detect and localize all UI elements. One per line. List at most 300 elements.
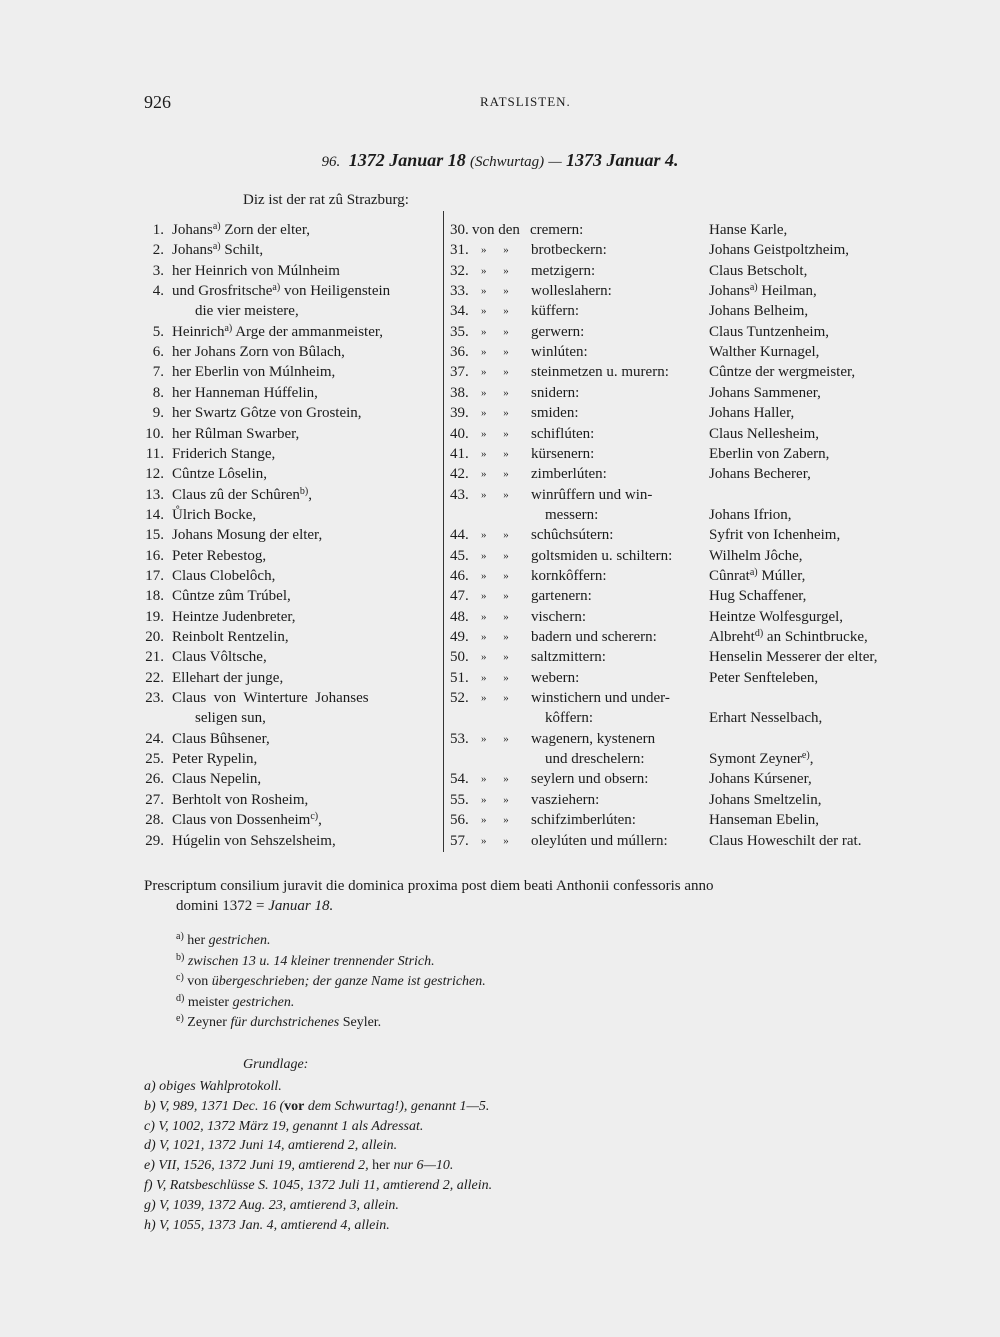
entry-number: 55. [450,791,469,808]
ditto-mark: » » [481,468,509,481]
ditto-mark: » » [481,671,509,684]
entry-number: 18. [145,588,164,605]
entry-name: Claus Nepelin, [172,771,262,788]
entry-number: 46. [450,567,469,584]
guild-name: gerwern: [531,323,585,340]
source-text: c) V, 1002, 1372 März 19, genannt 1 als Adressat. [144,1118,424,1134]
source-entry [144,1178,492,1194]
entry-number: 21. [145,649,164,666]
representative-name: Hanse Karle, [709,222,788,238]
entry-number: 47. [450,588,469,605]
entry-number: 43. [450,486,469,503]
footnote-italic: für durchstrichenes [230,1015,340,1030]
footnote-ref: a) [212,241,221,253]
entry-number: 54. [450,771,469,788]
guild-name: badern und scherern: [531,629,657,645]
ditto-mark: » » [481,549,509,562]
entry-number: 17. [145,567,164,584]
entry-number: 7. [152,364,164,381]
guild-representative [709,708,822,728]
entry-number: 2. [152,242,164,259]
footnote-text-post: Seyler. [339,1015,382,1030]
council-entry [172,342,345,362]
footnote-mark: b) [176,951,185,963]
footnote-mark: c) [176,972,184,983]
ditto-mark: » » [481,793,509,806]
guild-name: und dreschelern: [545,751,645,768]
source-text: d) V, 1021, 1372 Juni 14, amtierend 2, allein. [144,1138,398,1154]
guild-name: schifzimberlúten: [531,812,636,829]
entry-name: Johans [172,222,213,238]
council-entry [172,729,270,749]
entry-number: 51. [450,669,469,686]
entry-number: 48. [450,608,469,625]
entry-name-rest: Arge der ammanmeister, [232,323,384,340]
entry-number: 25. [145,751,164,768]
guild-representative [709,240,849,260]
guild-name: oleylúten und múllern: [531,832,668,849]
footnote-ref: a) [272,282,281,294]
representative-name: Albreht [709,629,755,645]
prescriptum-equals: = [256,898,265,914]
guild-representative [709,586,806,606]
entry-name-rest: Schilt, [220,242,264,259]
entry-name: Claus zû der Schûren [172,486,300,503]
entry-name: Johans Mosung der elter, [172,527,323,544]
council-entry [172,444,275,464]
ditto-mark: » » [481,590,509,603]
source-text: b) V, 989, 1371 Dec. 16 ( [144,1098,285,1114]
representative-name: Walther Kurnagel, [709,344,820,361]
council-entry [172,362,335,382]
entry-name: Heintze Judenbreter, [172,608,296,625]
guild-representative [709,647,878,667]
source-text: f) V, Ratsbeschlüsse S. 1045, 1372 Juli 11, amtierend 2, allein. [144,1178,493,1193]
entry-name: Peter Rypelin, [172,751,258,768]
entry-number: 36. [450,344,469,361]
list-intro: Diz ist der rat zû Strazburg: [243,192,409,208]
entry-name: Heinrich [172,323,225,340]
guild-representative [709,444,829,464]
guild-name: schiflúten: [531,425,595,442]
entry-number: 29. [145,832,164,849]
guild-name: vischern: [531,608,586,625]
ditto-mark: » » [481,427,509,440]
ditto-mark: » » [481,529,509,542]
document-number: 96. [321,154,341,170]
representative-name: Syfrit von Ichenheim, [709,527,841,544]
guild-name: kürsenern: [531,445,595,462]
ditto-mark: von den [472,222,520,238]
representative-name: Johans Smeltzelin, [709,791,822,808]
source-text: e) VII, 1526, 1372 Juni 19, amtierend 2, [144,1158,373,1174]
entry-number: 33. [450,283,469,300]
source-upright: her [372,1158,390,1174]
footnote-ref: a) [749,282,758,294]
entry-number: 14. [145,506,164,523]
entry-name: Johans [172,242,213,259]
footnote-ref: d) [754,628,764,639]
representative-name: Peter Senfteleben, [709,669,819,686]
council-entry [172,261,340,281]
footnote-text: Zeyner [187,1015,231,1030]
entry-number: 5. [152,323,164,340]
footnote-mark: e) [176,1013,184,1024]
guild-name: smiden: [531,405,579,422]
entry-name-rest: Zorn der elter, [220,222,310,238]
entry-number: 19. [145,608,164,625]
guild-representative [709,281,817,301]
entry-number: 38. [450,384,469,401]
entry-name: Ellehart der junge, [172,669,284,686]
entry-number: 10. [145,425,164,442]
source-entry [144,1079,282,1095]
council-entry [172,525,322,545]
footnote [176,1015,381,1031]
guild-name: goltsmiden u. schiltern: [531,547,673,564]
ditto-mark: » » [481,244,509,257]
entry-name: her Swartz Gôtze von Grostein, [172,405,362,422]
representative-name: Johans Belheim, [709,303,809,320]
date-dash: — [548,154,562,170]
entry-name: Berhtolt von Rosheim, [172,791,309,808]
representative-name: Claus Howeschilt der rat. [709,832,862,849]
guild-representative [709,220,787,240]
representative-name: Hug Schaffener, [709,588,807,605]
council-entry [172,505,256,525]
guild-name: cremern: [530,222,584,238]
representative-name: Johans [709,283,750,300]
guild-name: zimberlúten: [531,466,607,483]
entry-name: her Rûlman Swarber, [172,425,300,442]
guild-representative [709,749,813,769]
entry-number: 28. [145,812,164,829]
guild-representative [709,769,812,789]
guild-name: wolleslahern: [531,283,612,300]
representative-name: Cûnrat [709,567,750,584]
entry-number: 3. [152,262,164,279]
guild-name: kornkôffern: [531,567,607,584]
footnote-text: von [187,974,212,989]
footnote-ref: a) [224,322,233,334]
council-entry [172,769,261,789]
entry-number: 15. [145,527,164,544]
ditto-mark: » » [481,407,509,420]
entry-name: Ůlrich Bocke, [172,506,257,523]
council-entry [172,220,310,240]
footnote-italic: gestrichen. [208,933,271,948]
entry-name: Claus von Dossenheim [172,812,311,829]
representative-name: Heintze Wolfesgurgel, [709,608,844,625]
prescriptum-line: Prescriptum consilium juravit die dominica proxima post diem beati Anthonii confessoris anno [144,878,714,894]
council-entry [172,688,438,708]
ditto-mark: » » [481,488,509,501]
footnote-ref: a) [749,566,758,578]
entry-name: Friderich Stange, [172,445,276,462]
entry-name: Claus Clobelôch, [172,567,276,584]
guild-representative [709,525,840,545]
guild-representative [709,362,855,382]
column-divider [443,211,444,852]
entry-number: 45. [450,547,469,564]
council-entry [172,831,336,851]
guild-representative [709,627,868,647]
guild-representative [709,464,811,484]
footnote-ref: a) [212,221,221,232]
entry-name: Claus Bûhsener, [172,730,270,747]
guild-name: wagenern, kystenern [531,730,656,747]
entry-name: die vier meistere, [195,303,299,320]
representative-name: Claus Betscholt, [709,262,808,279]
footnote-mark: a) [176,931,184,942]
ditto-mark: » » [481,305,509,318]
council-entry [195,301,299,321]
council-entry [172,607,296,627]
council-entry [172,668,283,688]
ditto-mark: » » [481,569,509,582]
council-entry [172,790,308,810]
entry-number: 35. [450,323,469,340]
ditto-mark: » » [481,834,509,847]
council-entry [172,485,312,505]
guild-representative [709,403,794,423]
representative-name: Claus Nellesheim, [709,425,819,442]
source-text-rest: dem Schwurtag!), genannt 1—5. [304,1098,490,1114]
entry-number: 34. [450,303,469,320]
guild-name: snidern: [531,384,580,401]
entry-number: 50. [450,649,469,666]
entry-name: Cûntze Lôselin, [172,466,267,483]
entry-name: her Eberlin von Múlnheim, [172,364,336,381]
guild-name: steinmetzen u. murern: [531,364,669,381]
entry-number: 30. [450,222,469,238]
council-entry [172,546,266,566]
representative-name-rest: an Schintbrucke, [763,629,868,645]
ditto-mark: » » [481,814,509,827]
ditto-mark: » » [481,264,509,277]
entry-number: 4. [152,283,164,300]
guild-name: winlúten: [531,344,588,361]
source-text-end: nur 6—10. [390,1158,454,1174]
footnote [176,974,486,990]
entry-name: und Grosfritsche [172,283,273,300]
entry-name-rest: , [318,812,322,829]
council-entry [172,586,291,606]
page-number: 926 [144,92,171,112]
entry-number: 8. [152,384,164,401]
entry-name: Reinbolt Rentzelin, [172,629,289,645]
entry-number: 9. [152,405,164,422]
entry-number: 11. [145,445,164,462]
running-title: RATSLISTEN. [480,94,571,109]
entry-name: her Johans Zorn von Bûlach, [172,344,345,361]
entry-number: 20. [145,629,164,645]
entry-number: 53. [450,730,469,747]
entry-number: 44. [450,527,469,544]
council-entry [172,424,299,444]
guild-name: metzigern: [531,262,596,279]
guild-representative [709,607,843,627]
representative-name: Henselin Messerer der elter, [709,649,878,666]
guild-name: messern: [545,506,599,523]
council-entry [172,281,390,301]
representative-name: Cûntze der wergmeister, [709,364,856,381]
entry-number: 12. [145,466,164,483]
guild-name: saltzmittern: [531,649,606,666]
ditto-mark: » » [481,732,509,745]
representative-name: Johans Sammener, [709,384,821,401]
council-entry [172,383,318,403]
guild-representative [709,810,819,830]
footnote-text: her [187,933,209,948]
guild-representative [709,831,861,851]
representative-name: Wilhelm Jôche, [709,547,803,564]
guild-name: brotbeckern: [531,242,607,259]
footnote [176,992,295,1011]
representative-name: Eberlin von Zabern, [709,445,830,462]
entry-name: Claus Vôltsche, [172,649,267,666]
guild-name: gartenern: [531,588,592,605]
guild-representative [709,424,819,444]
ditto-mark: » » [481,447,509,460]
council-entry [172,566,275,586]
footnote-text: meister [187,994,233,1010]
source-entry [144,1218,390,1234]
representative-name: Claus Tuntzenheim, [709,323,830,340]
council-entry [172,322,383,342]
representative-name-rest: Heilman, [757,283,817,300]
representative-name: Johans Ifrion, [709,506,792,523]
source-entry [144,1099,489,1115]
guild-representative [709,668,818,688]
entry-number: 13. [145,486,164,503]
entry-number: 52. [450,690,469,707]
guild-representative [709,301,808,321]
representative-name: Johans Becherer, [709,466,811,483]
entry-number: 40. [450,425,469,442]
entry-number: 56. [450,812,469,829]
prescriptum-note [144,876,907,916]
entry-number: 23. [145,690,164,707]
council-entry [172,403,362,423]
representative-name: Hanseman Ebelin, [709,812,819,829]
prescriptum-date-b: Januar 18. [268,898,334,914]
guild-name: seylern und obsern: [531,771,649,788]
council-entry [172,627,289,647]
date-annotation: (Schwurtag) [469,154,545,170]
footnote-ref: b) [299,485,309,497]
representative-name: Johans Kúrsener, [709,771,812,788]
guild-name: winrûffern und win- [531,486,653,503]
entry-number: 31. [450,242,469,259]
ditto-mark: » » [481,610,509,623]
entry-number [120,301,164,321]
representative-name: Johans Haller, [709,405,795,422]
source-text: h) V, 1055, 1373 Jan. 4, amtierend 4, allein. [144,1217,390,1233]
guild-representative [709,322,829,342]
representative-name: Johans Geistpoltzheim, [709,242,849,259]
footnote-italic: übergeschrieben; der ganze Name ist gestrichen. [211,974,486,989]
representative-name: Erhart Nesselbach, [709,710,823,727]
source-text: a) obiges Wahlprotokoll. [144,1079,282,1094]
footnote-italic: zwischen 13 u. 14 kleiner trennender Strich. [187,953,435,969]
source-text: g) V, 1039, 1372 Aug. 23, amtierend 3, allein. [144,1197,399,1213]
source-entry [144,1138,397,1154]
entry-name: Cûntze zûm Trúbel, [172,588,291,605]
representative-name-rest: , [809,751,814,768]
source-entry [144,1158,453,1174]
council-entry [172,647,267,667]
ditto-mark: » » [481,366,509,379]
guild-name: schûchsútern: [531,527,614,544]
council-entry [172,749,257,769]
entry-number: 26. [145,771,164,788]
ditto-mark: » » [481,651,509,664]
representative-name: Symont Zeyner [709,751,802,768]
source-emphasis: vor [284,1098,305,1114]
entry-number: 6. [152,344,164,361]
guild-name: küffern: [531,303,580,320]
entry-number: 49. [450,629,469,645]
entry-number: 27. [145,791,164,808]
guild-representative [709,383,821,403]
ditto-mark: » » [481,325,509,338]
document-heading [0,150,1000,171]
guild-name: webern: [531,669,580,686]
representative-name-rest: Múller, [757,567,806,584]
entry-number [120,708,164,728]
entry-number: 32. [450,262,469,279]
footnote [176,951,435,970]
footnote-mark: d) [176,992,185,1004]
entry-name: her Hanneman Húffelin, [172,384,318,401]
guild-name: vasziehern: [531,791,600,808]
guild-representative [709,505,792,525]
grundlage-label: Grundlage: [243,1057,309,1072]
entry-name: Claus von Winterture Johanses [172,690,369,707]
guild-representative [709,790,822,810]
guild-name: kôffern: [545,710,594,727]
footnote-italic: gestrichen. [232,994,295,1010]
entry-number: 37. [450,364,469,381]
guild-representative [709,566,805,586]
entry-number: 42. [450,466,469,483]
entry-name-rest: von Heiligenstein [280,283,391,300]
ditto-mark: » » [481,692,509,705]
entry-number: 41. [450,445,469,462]
source-entry [144,1119,423,1135]
source-entry [144,1198,399,1214]
footnote-ref: c) [310,811,319,823]
ditto-mark: » » [481,346,509,359]
entry-name: Peter Rebestog, [172,547,267,564]
footnote-ref: e) [801,750,810,762]
entry-number: 24. [145,730,164,747]
entry-number: 1. [152,222,164,238]
guild-representative [709,261,807,281]
entry-number: 22. [145,669,164,686]
guild-representative [709,342,819,362]
council-entry [172,240,263,260]
guild-name: winstichern und under- [531,690,670,707]
footnote [176,933,271,949]
entry-name: seligen sun, [195,710,266,727]
date-end: 1373 Januar 4. [566,150,679,170]
guild-representative [709,546,803,566]
council-entry [172,464,267,484]
prescriptum-date-a: domini 1372 [176,898,253,914]
entry-number: 16. [145,547,164,564]
